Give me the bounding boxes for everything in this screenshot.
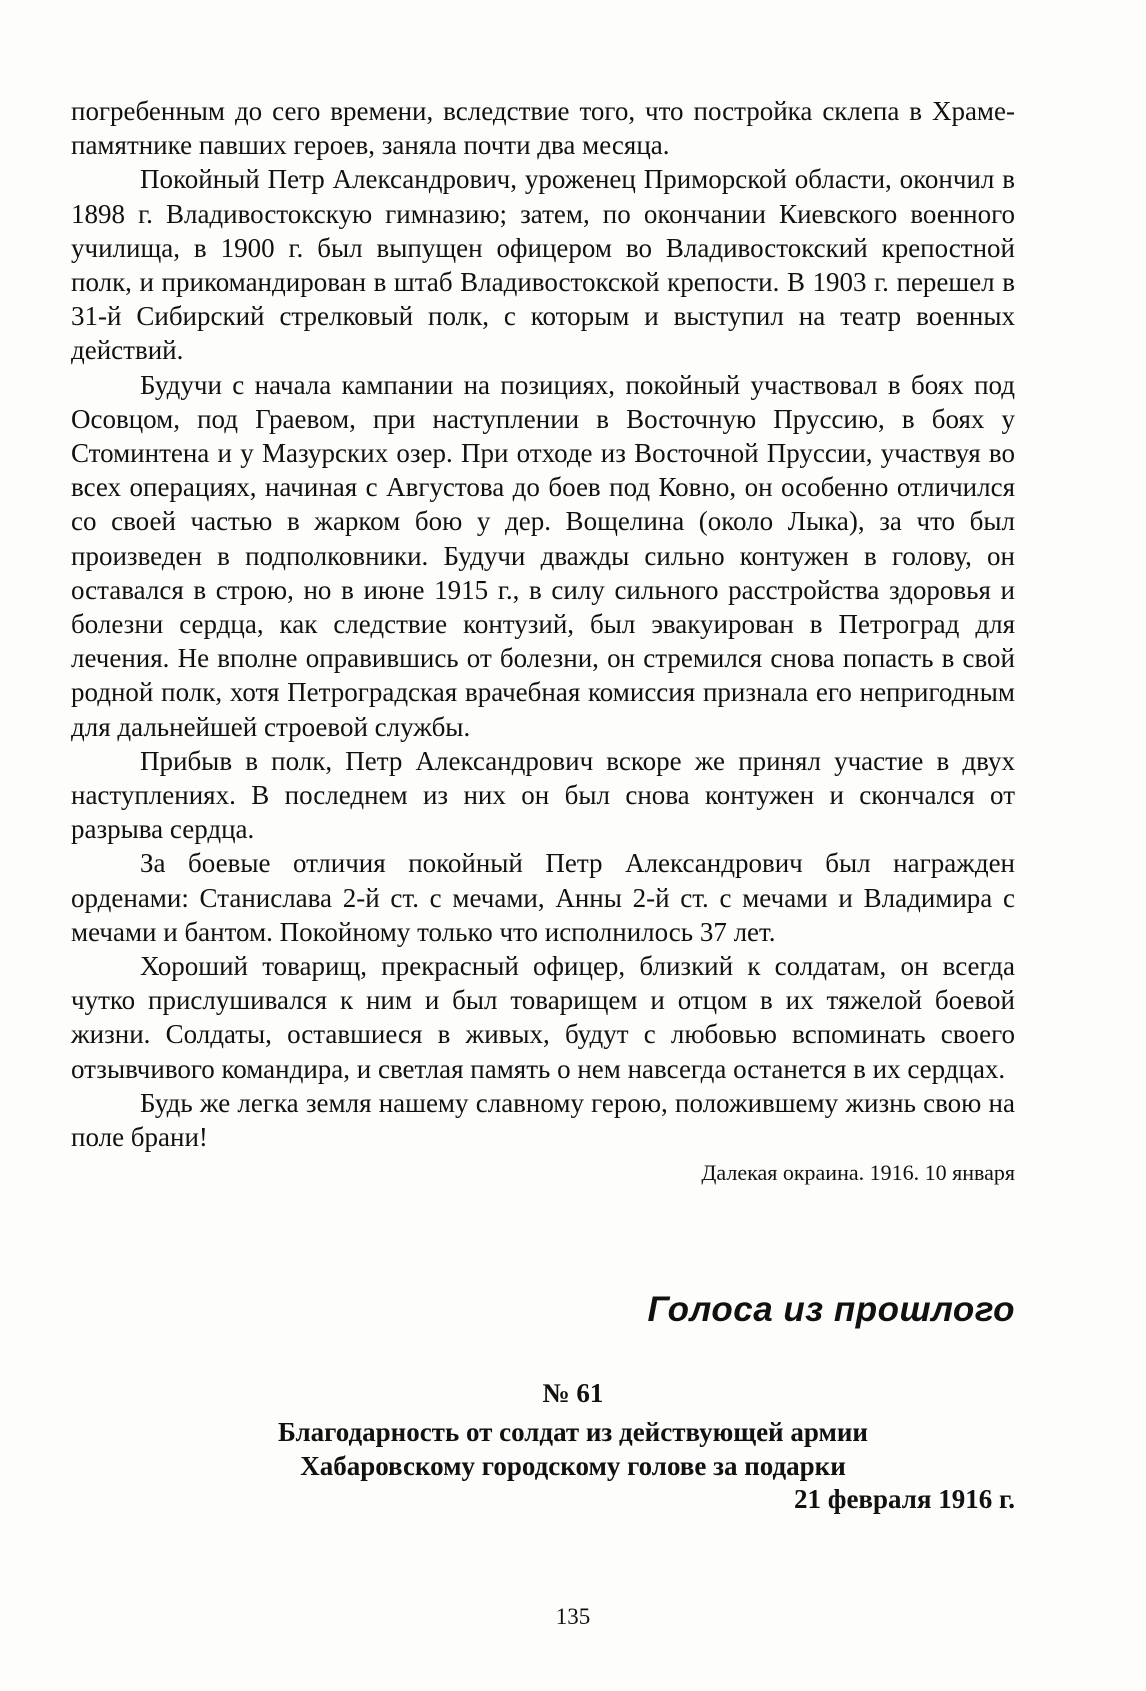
paragraph-6: Хороший товарищ, прекрасный офицер, близкий к солдатам, он всегда чутко прислушивался к ним и был товарищем и отцом в их тяжелой боевой жизни. Солдаты, оставшиеся в живых, будут с любовью вспоминать своего отзывчивого командира, и светлая память о нем навсегда останется в их сердцах. [71, 951, 1015, 1084]
paragraph-2: Покойный Петр Александрович, уроженец Приморской области, окончил в 1898 г. Владивостокскую гимназию; затем, по окончании Киевского военного училища, в 1900 г. был выпущен офицером во Владивостокский крепостной полк, и прикомандирован в штаб Владивостокской крепости. В 1903 г. перешел в 31-й Сибирский стрелковый полк, с которым и выступил на театр военных действий. [71, 164, 1015, 366]
document-heading-line-2: Хабаровскому городскому голове за подарки [300, 1451, 846, 1481]
document-heading [0, 1415, 1146, 1483]
source-signature: Далекая окраина. 1916. 10 января [701, 1160, 1015, 1186]
document-heading-line-1: Благодарность от солдат из действующей армии [278, 1417, 868, 1447]
paragraph-5: За боевые отличия покойный Петр Александрович был награжден орденами: Станислава 2-й ст. с мечами, Анны 2-й ст. с мечами и Владимира с мечами и бантом. Покойному только что исполнилось 37 лет. [71, 848, 1015, 947]
document-date: 21 февраля 1916 г. [794, 1484, 1015, 1514]
paragraph-1: погребенным до сего времени, вследствие того, что постройка склепа в Храме-памятнике павших героев, заняла почти два месяца. [71, 96, 1015, 161]
section-title: Голоса из прошлого [647, 1290, 1015, 1329]
paragraph-3: Будучи с начала кампании на позициях, покойный участвовал в боях под Осовцом, под Граевом, при наступлении в Восточную Пруссию, в боях у Стоминтена и у Мазурских озер. При отходе из Восточной Пруссии, участвуя во всех операциях, начиная с Августова до боев под Ковно, он особенно отличился со своей частью в жарком бою у дер. Вощелина (около Лыка), за что был произведен в подполковники. Будучи дважды сильно контужен в голову, он оставался в строю, но в июне 1915 г., в силу сильного расстройства здоровья и болезни сердца, как следствие контузий, был эвакуирован в Петроград для лечения. Не вполне оправившись от болезни, он стремился снова попасть в свой родной полк, хотя Петроградская врачебная комиссия признала его непригодным для дальнейшей строевой службы. [71, 369, 1015, 742]
article-body [71, 94, 1015, 1188]
paragraph-4: Прибыв в полк, Петр Александрович вскоре же принял участие в двух наступлениях. В последнем из них он был снова контужен и скончался от разрыва сердца. [71, 745, 1015, 845]
paragraph-7: Будь же легка земля нашему славному герою, положившему жизнь свою на поле брани! [71, 1087, 1015, 1153]
document-number: № 61 [542, 1378, 604, 1408]
page-number: 135 [555, 1604, 591, 1629]
